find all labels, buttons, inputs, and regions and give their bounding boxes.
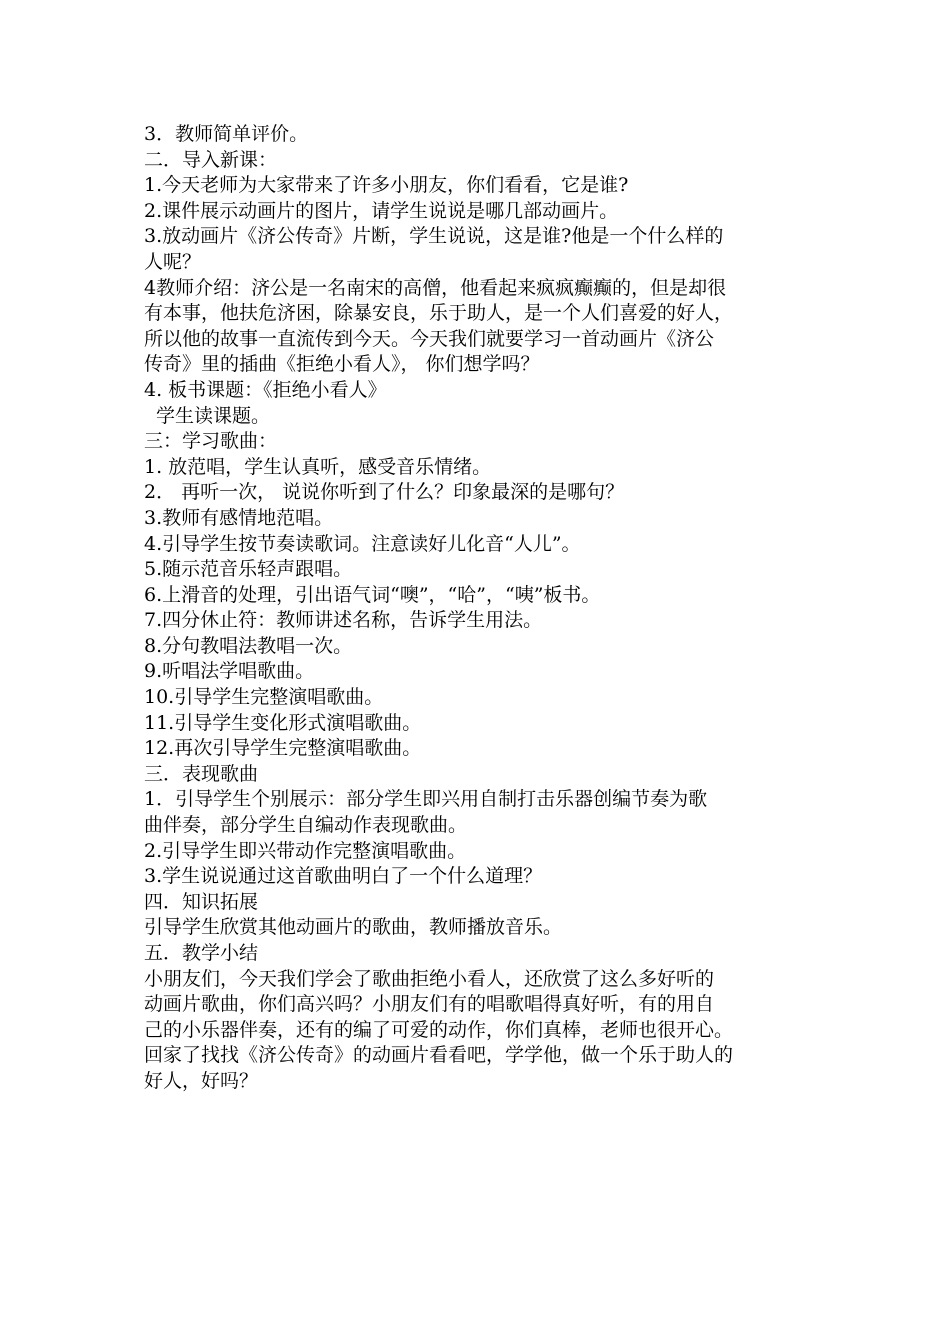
text-line: 人呢？ xyxy=(144,250,202,273)
text-line: 10.引导学生完整演唱歌曲。 xyxy=(144,686,384,709)
text-line: 己的小乐器伴奏，还有的编了可爱的动作，你们真棒，老师也很开心。 xyxy=(144,1018,734,1041)
text-line: 6.上滑音的处理，引出语气词“噢”，“哈”，“咦”板书。 xyxy=(144,583,601,606)
section-heading: 四．知识拓展 xyxy=(144,890,259,913)
text-line: 曲伴奏，部分学生自编动作表现歌曲。 xyxy=(144,814,468,837)
section-heading: 五．教学小结 xyxy=(144,942,259,964)
text-line: 2． 再听一次， 说说你听到了什么？印象最深的是哪句？ xyxy=(144,481,625,504)
text-line: 4. 板书课题：《拒绝小看人》 xyxy=(144,378,387,401)
text-line: 有本事，他扶危济困，除暴安良，乐于助人，是一个人们喜爱的好人， xyxy=(144,302,734,325)
text-line: 3.放动画片《济公传奇》片断，学生说说，这是谁?他是一个什么样的 xyxy=(144,225,724,248)
text-line: 1．引导学生个别展示：部分学生即兴用自制打击乐器创编节奏为歌 xyxy=(144,788,708,811)
text-line: 4教师介绍：济公是一名南宋的高僧，他看起来疯疯癫癫的，但是却很 xyxy=(144,276,727,299)
text-line: 7.四分休止符：教师讲述名称，告诉学生用法。 xyxy=(144,609,543,632)
text-line: 2.课件展示动画片的图片，请学生说说是哪几部动画片。 xyxy=(144,199,619,222)
text-line: 所以他的故事一直流传到今天。今天我们就要学习一首动画片《济公 xyxy=(144,327,715,350)
text-line: 4.引导学生按节奏读歌词。注意读好儿化音“人儿”。 xyxy=(144,532,581,555)
text-line: 1. 放范唱，学生认真听，感受音乐情绪。 xyxy=(144,455,492,478)
text-line: 小朋友们，今天我们学会了歌曲拒绝小看人，还欣赏了这么多好听的 xyxy=(144,967,715,990)
text-line: 传奇》里的插曲《拒绝小看人》， 你们想学吗？ xyxy=(144,353,540,376)
text-line: 3.教师有感情地范唱。 xyxy=(144,506,334,529)
text-line: 学生读课题。 xyxy=(156,404,271,427)
section-heading: 三．表现歌曲 xyxy=(144,762,259,785)
text-line: 回家了找找《济公传奇》的动画片看看吧，学学他，做一个乐于助人的 xyxy=(144,1044,734,1067)
document-body xyxy=(144,122,814,1095)
text-line: 1.今天老师为大家带来了许多小朋友，你们看看，它是谁? xyxy=(144,174,629,197)
section-heading: 二．导入新课： xyxy=(144,148,278,171)
text-line: 引导学生欣赏其他动画片的歌曲，教师播放音乐。 xyxy=(144,916,563,939)
text-line: 8.分句教唱法教唱一次。 xyxy=(144,634,353,657)
text-line: 2.引导学生即兴带动作完整演唱歌曲。 xyxy=(144,839,467,862)
text-line: 11.引导学生变化形式演唱歌曲。 xyxy=(144,711,422,734)
section-heading: 三：学习歌曲： xyxy=(144,430,278,453)
text-line: 3.学生说说通过这首歌曲明白了一个什么道理？ xyxy=(144,865,543,888)
text-line: 3．教师简单评价。 xyxy=(144,123,309,145)
text-line: 好人，好吗？ xyxy=(144,1069,259,1092)
text-line: 动画片歌曲，你们高兴吗？小朋友们有的唱歌唱得真好听，有的用自 xyxy=(144,993,715,1016)
text-line: 5.随示范音乐轻声跟唱。 xyxy=(144,558,353,581)
text-line: 9.听唱法学唱歌曲。 xyxy=(144,660,315,683)
text-line: 12.再次引导学生完整演唱歌曲。 xyxy=(144,737,422,760)
